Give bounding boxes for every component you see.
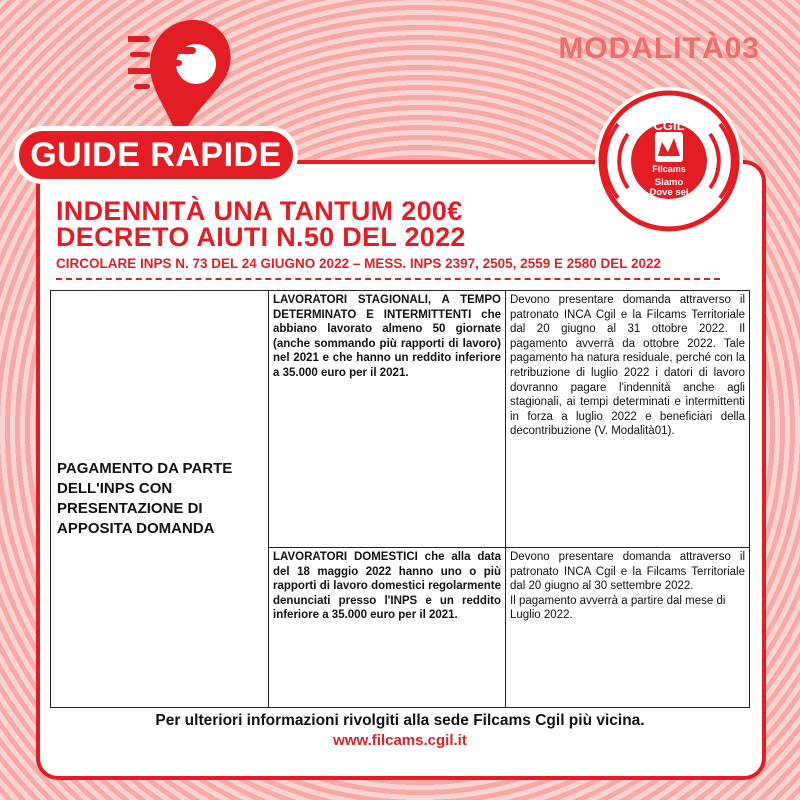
table-row-2-how-text: Devono presentare domanda attraverso il patronato INCA Cgil e la Filcams Territoriale dal 20 giugno al 30 settembre 2022. xyxy=(510,551,745,593)
website-link[interactable]: www.filcams.cgil.it xyxy=(333,732,467,749)
logo-filcams-text: Filcams xyxy=(652,164,686,174)
location-pin-icon xyxy=(128,14,242,144)
title-line-2: DECRETO AIUTI N.50 DEL 2022 xyxy=(56,222,466,252)
table-row-2-who: LAVORATORI DOMESTICI che alla data del 18 maggio 2022 hanno uno o più rapporti di lavoro domestici regolarmente denunciati presso l'INPS e un reddito inferiore a 35.000 euro per il 2021. xyxy=(268,547,506,708)
dashed-divider xyxy=(56,278,720,280)
circular-reference: CIRCOLARE INPS N. 73 DEL 24 GIUGNO 2022 – MESS. INPS 2397, 2505, 2559 E 2580 DEL 2022 xyxy=(56,256,662,271)
logo-slogan-1: Siamo xyxy=(654,177,684,188)
logo-slogan-2: Dove sei xyxy=(649,187,689,198)
table-row-2-how-payment: Il pagamento avverrà a partire dal mese di Luglio 2022. xyxy=(510,594,726,622)
logo-cgil-text: CGIL xyxy=(653,118,685,133)
table-row-1-how: Devono presentare domanda attraverso il patronato INCA Cgil e la Filcams Territoriale dal 20 giugno al 31 ottobre 2022. Il pagamento avverrà da ottobre 2022. Tale pagamento ha natura residuale, perché con la retribuzione di luglio 2022 i datori di lavoro dovranno pagare l'indennità anche agli stagionali, ai tempi determinati e intermittenti in forza a luglio 2022 e beneficiari della decontribuzione (V. Modalità01). xyxy=(505,290,750,548)
footer-info: Per ulteriori informazioni rivolgiti alla sede Filcams Cgil più vicina. xyxy=(155,712,645,729)
cgil-filcams-logo xyxy=(594,86,744,236)
table-row-1-who: LAVORATORI STAGIONALI, A TEMPO DETERMINATO E INTERMITTENTI che abbiano lavorato almeno 50 giornate (anche sommando più rapporti di lavoro) nel 2021 e che hanno un reddito inferiore a 35.000 euro per il 2021. xyxy=(268,290,506,548)
guide-rapide-label: GUIDE RAPIDE xyxy=(14,126,298,184)
payment-method-label: PAGAMENTO DA PARTE DELL'INPS CON PRESENTAZIONE DI APPOSITA DOMANDA xyxy=(57,460,233,537)
modality-code: MODALITÀ03 xyxy=(558,32,760,65)
table-row-2-how xyxy=(505,547,750,708)
table-left-header-cell xyxy=(50,290,269,708)
info-table xyxy=(50,290,750,708)
page-title xyxy=(56,198,466,250)
title-line-1: INDENNITÀ UNA TANTUM 200€ xyxy=(56,196,463,226)
